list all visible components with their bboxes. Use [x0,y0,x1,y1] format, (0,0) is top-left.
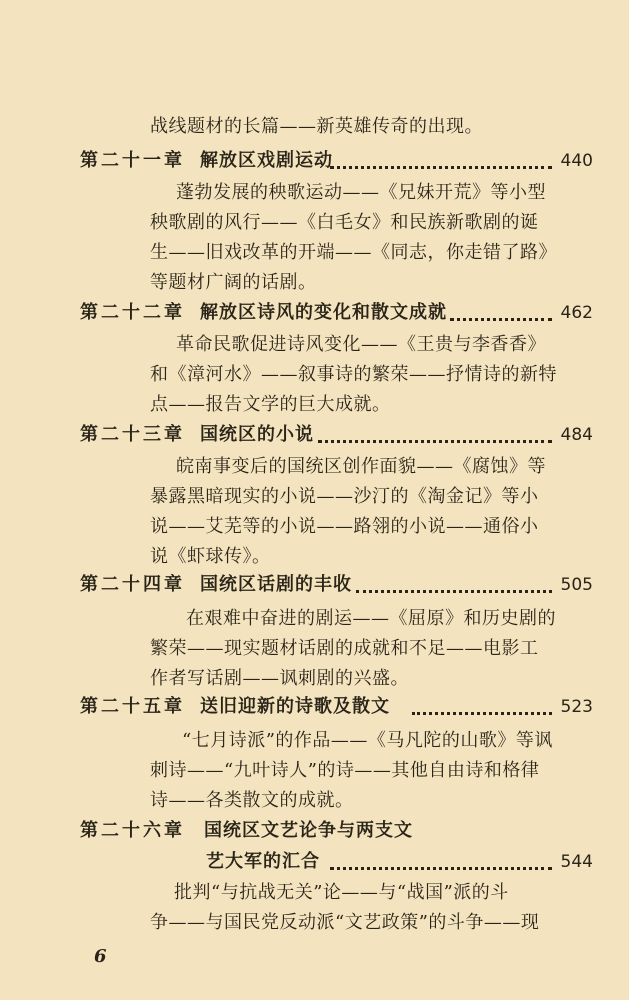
chapter-page-number: 440 [560,151,593,171]
toc-description-line: 作者写话剧——讽刺剧的兴盛。 [150,668,409,689]
toc-description-line: 和《漳河水》——叙事诗的繁荣——抒情诗的新特 [150,364,557,385]
chapter-number: 第二十六章 [80,820,185,841]
toc-description-line: 繁荣——现实题材话剧的成就和不足——电影工 [150,638,539,659]
toc-description-line: 点——报告文学的巨大成就。 [150,394,391,415]
chapter-title: 送旧迎新的诗歌及散文 [200,696,390,717]
chapter-number: 第二十五章 [80,696,185,717]
dot-leader [318,440,552,443]
chapter-number: 第二十三章 [80,424,185,445]
toc-description-line: 生——旧戏改革的开端——《同志，你走错了路》 [150,242,557,263]
toc-description-line: 争——与国民党反动派“文艺政策”的斗争——现 [150,912,540,933]
chapter-title: 解放区诗风的变化和散文成就 [200,302,447,323]
chapter-title: 解放区戏剧运动 [200,150,333,171]
page-number-footer: 6 [94,946,107,967]
toc-description-line: 蓬勃发展的秧歌运动——《兄妹开荒》等小型 [176,182,546,203]
dot-leader [330,166,552,169]
toc-description-line: 说《虾球传》。 [150,546,271,567]
toc-chapter-entry[interactable] [0,568,629,602]
chapter-page-number: 505 [560,575,593,595]
toc-description-line: 在艰难中奋进的剧运——《屈原》和历史剧的 [186,608,556,629]
toc-description-line: 等题材广阔的话剧。 [150,272,317,293]
chapter-page-number: 544 [560,852,593,872]
toc-description-line: 批判“与抗战无关”论——与“战国”派的斗 [174,882,509,903]
toc-description-line: “七月诗派”的作品——《马凡陀的山歌》等讽 [182,730,553,751]
toc-description-line: 暴露黑暗现实的小说——沙汀的《淘金记》等小 [150,486,539,507]
toc-chapter-entry[interactable] [0,690,629,724]
toc-description-line: 刺诗——“九叶诗人”的诗——其他自由诗和格律 [150,760,540,781]
toc-description-line: 诗——各类散文的成就。 [150,790,354,811]
chapter-number: 第二十一章 [80,150,185,171]
dot-leader [450,318,552,321]
dot-leader [330,867,552,870]
toc-chapter-entry[interactable] [0,418,629,452]
chapter-title: 国统区文艺论争与两支文 [204,820,413,841]
toc-description-line: 秧歌剧的风行——《白毛女》和民族新歌剧的诞 [150,212,539,233]
toc-description-line: 战线题材的长篇——新英雄传奇的出现。 [150,116,483,137]
chapter-title: 国统区的小说 [200,424,314,445]
chapter-number: 第二十四章 [80,574,185,595]
toc-description-line: 皖南事变后的国统区创作面貌——《腐蚀》等 [176,456,546,477]
chapter-page-number: 462 [560,303,593,323]
dot-leader [412,712,552,715]
dot-leader [356,590,552,593]
chapter-page-number: 523 [560,697,593,717]
toc-description-line: 说——艾芜等的小说——路翎的小说——通俗小 [150,516,539,537]
toc-chapter-entry[interactable] [0,296,629,330]
toc-chapter-entry[interactable] [0,814,629,848]
toc-description-line: 革命民歌促进诗风变化——《王贵与李香香》 [176,334,546,355]
chapter-title-continued: 艺大军的汇合 [206,851,320,872]
toc-chapter-entry-continued[interactable] [0,845,629,879]
chapter-page-number: 484 [560,425,593,445]
toc-chapter-entry[interactable] [0,144,629,178]
chapter-title: 国统区话剧的丰收 [200,574,352,595]
chapter-number: 第二十二章 [80,302,185,323]
